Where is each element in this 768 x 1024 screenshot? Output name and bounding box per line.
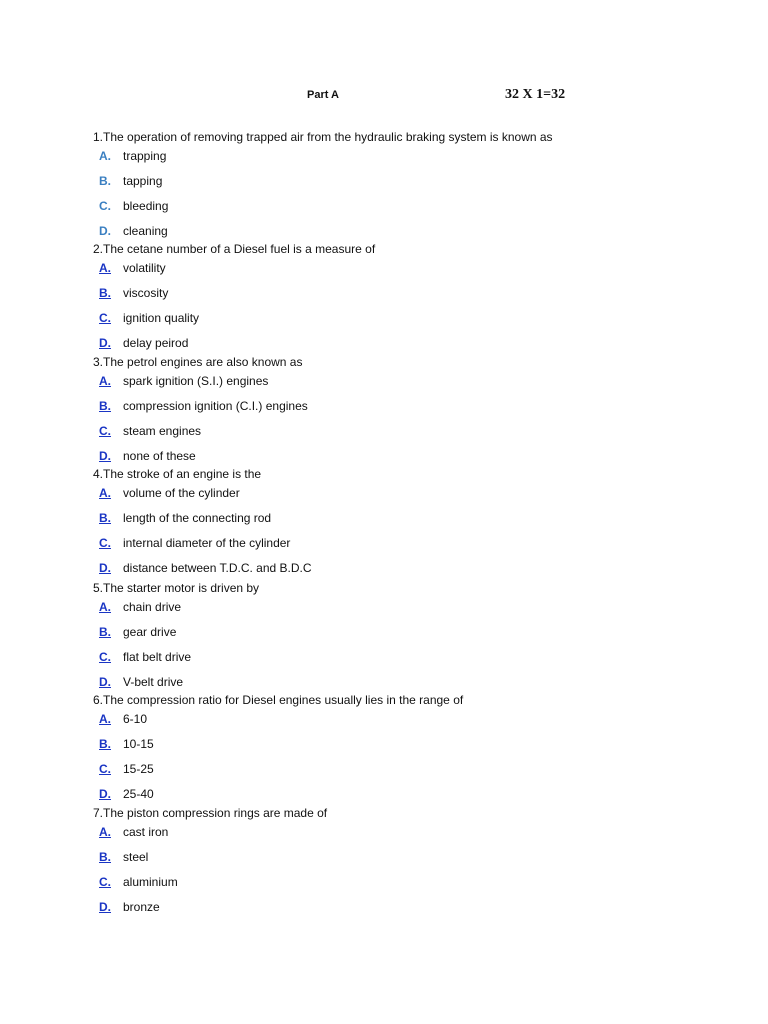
option-text: bleeding xyxy=(123,199,169,213)
option-letter: B. xyxy=(99,174,111,188)
option-letter[interactable]: C. xyxy=(99,424,111,438)
option-text: internal diameter of the cylinder xyxy=(123,536,291,550)
option-letter[interactable]: C. xyxy=(99,875,111,889)
option-text: 6-10 xyxy=(123,712,148,726)
option-text: gear drive xyxy=(123,625,177,639)
option-text: chain drive xyxy=(123,600,182,614)
option-text: ignition quality xyxy=(123,311,200,325)
option-letter[interactable]: B. xyxy=(99,850,111,864)
question-text: 4.The stroke of an engine is the xyxy=(93,467,262,481)
option-letter[interactable]: C. xyxy=(99,762,111,776)
option-letter: A. xyxy=(99,149,111,163)
marks-allocation: 32 X 1=32 xyxy=(505,87,566,102)
option-text: 15-25 xyxy=(123,762,154,776)
option-letter[interactable]: A. xyxy=(99,261,111,275)
option-letter[interactable]: C. xyxy=(99,311,111,325)
question-text: 5.The starter motor is driven by xyxy=(93,581,260,595)
option-text: delay peirod xyxy=(123,336,189,350)
option-text: distance between T.D.C. and B.D.C xyxy=(123,561,312,575)
option-text: cast iron xyxy=(123,825,169,839)
option-letter[interactable]: B. xyxy=(99,286,111,300)
option-text: length of the connecting rod xyxy=(123,511,272,525)
option-letter[interactable]: D. xyxy=(99,675,111,689)
option-text: flat belt drive xyxy=(123,650,192,664)
page-header xyxy=(0,0,768,110)
option-letter[interactable]: B. xyxy=(99,511,111,525)
option-text: steel xyxy=(123,850,149,864)
option-text: aluminium xyxy=(123,875,178,889)
option-letter[interactable]: B. xyxy=(99,737,111,751)
option-text: cleaning xyxy=(123,224,168,238)
option-text: steam engines xyxy=(123,424,202,438)
option-text: bronze xyxy=(123,900,160,914)
option-letter: D. xyxy=(99,224,111,238)
option-text: viscosity xyxy=(123,286,169,300)
option-letter[interactable]: A. xyxy=(99,486,111,500)
question-text: 7.The piston compression rings are made of xyxy=(93,806,328,820)
option-letter[interactable]: C. xyxy=(99,536,111,550)
question-text: 2.The cetane number of a Diesel fuel is a measure of xyxy=(93,242,376,256)
option-letter[interactable]: A. xyxy=(99,712,111,726)
option-letter: C. xyxy=(99,199,111,213)
question-text: 3.The petrol engines are also known as xyxy=(93,355,303,369)
option-letter[interactable]: B. xyxy=(99,399,111,413)
part-title: Part A xyxy=(307,89,339,101)
option-letter[interactable]: B. xyxy=(99,625,111,639)
option-letter[interactable]: D. xyxy=(99,449,111,463)
option-letter[interactable]: C. xyxy=(99,650,111,664)
option-letter[interactable]: A. xyxy=(99,825,111,839)
question-text: 6.The compression ratio for Diesel engines usually lies in the range of xyxy=(93,693,464,707)
option-text: spark ignition (S.I.) engines xyxy=(123,374,269,388)
option-letter[interactable]: D. xyxy=(99,561,111,575)
option-letter[interactable]: A. xyxy=(99,600,111,614)
option-text: trapping xyxy=(123,149,167,163)
option-text: volume of the cylinder xyxy=(123,486,240,500)
option-letter[interactable]: A. xyxy=(99,374,111,388)
option-text: 10-15 xyxy=(123,737,154,751)
option-text: tapping xyxy=(123,174,163,188)
option-text: volatility xyxy=(123,261,166,275)
option-text: V-belt drive xyxy=(123,675,184,689)
option-text: compression ignition (C.I.) engines xyxy=(123,399,308,413)
option-text: 25-40 xyxy=(123,787,154,801)
option-text: none of these xyxy=(123,449,196,463)
question-text: 1.The operation of removing trapped air from the hydraulic braking system is known as xyxy=(93,130,553,144)
option-letter[interactable]: D. xyxy=(99,900,111,914)
option-letter[interactable]: D. xyxy=(99,787,111,801)
option-letter[interactable]: D. xyxy=(99,336,111,350)
